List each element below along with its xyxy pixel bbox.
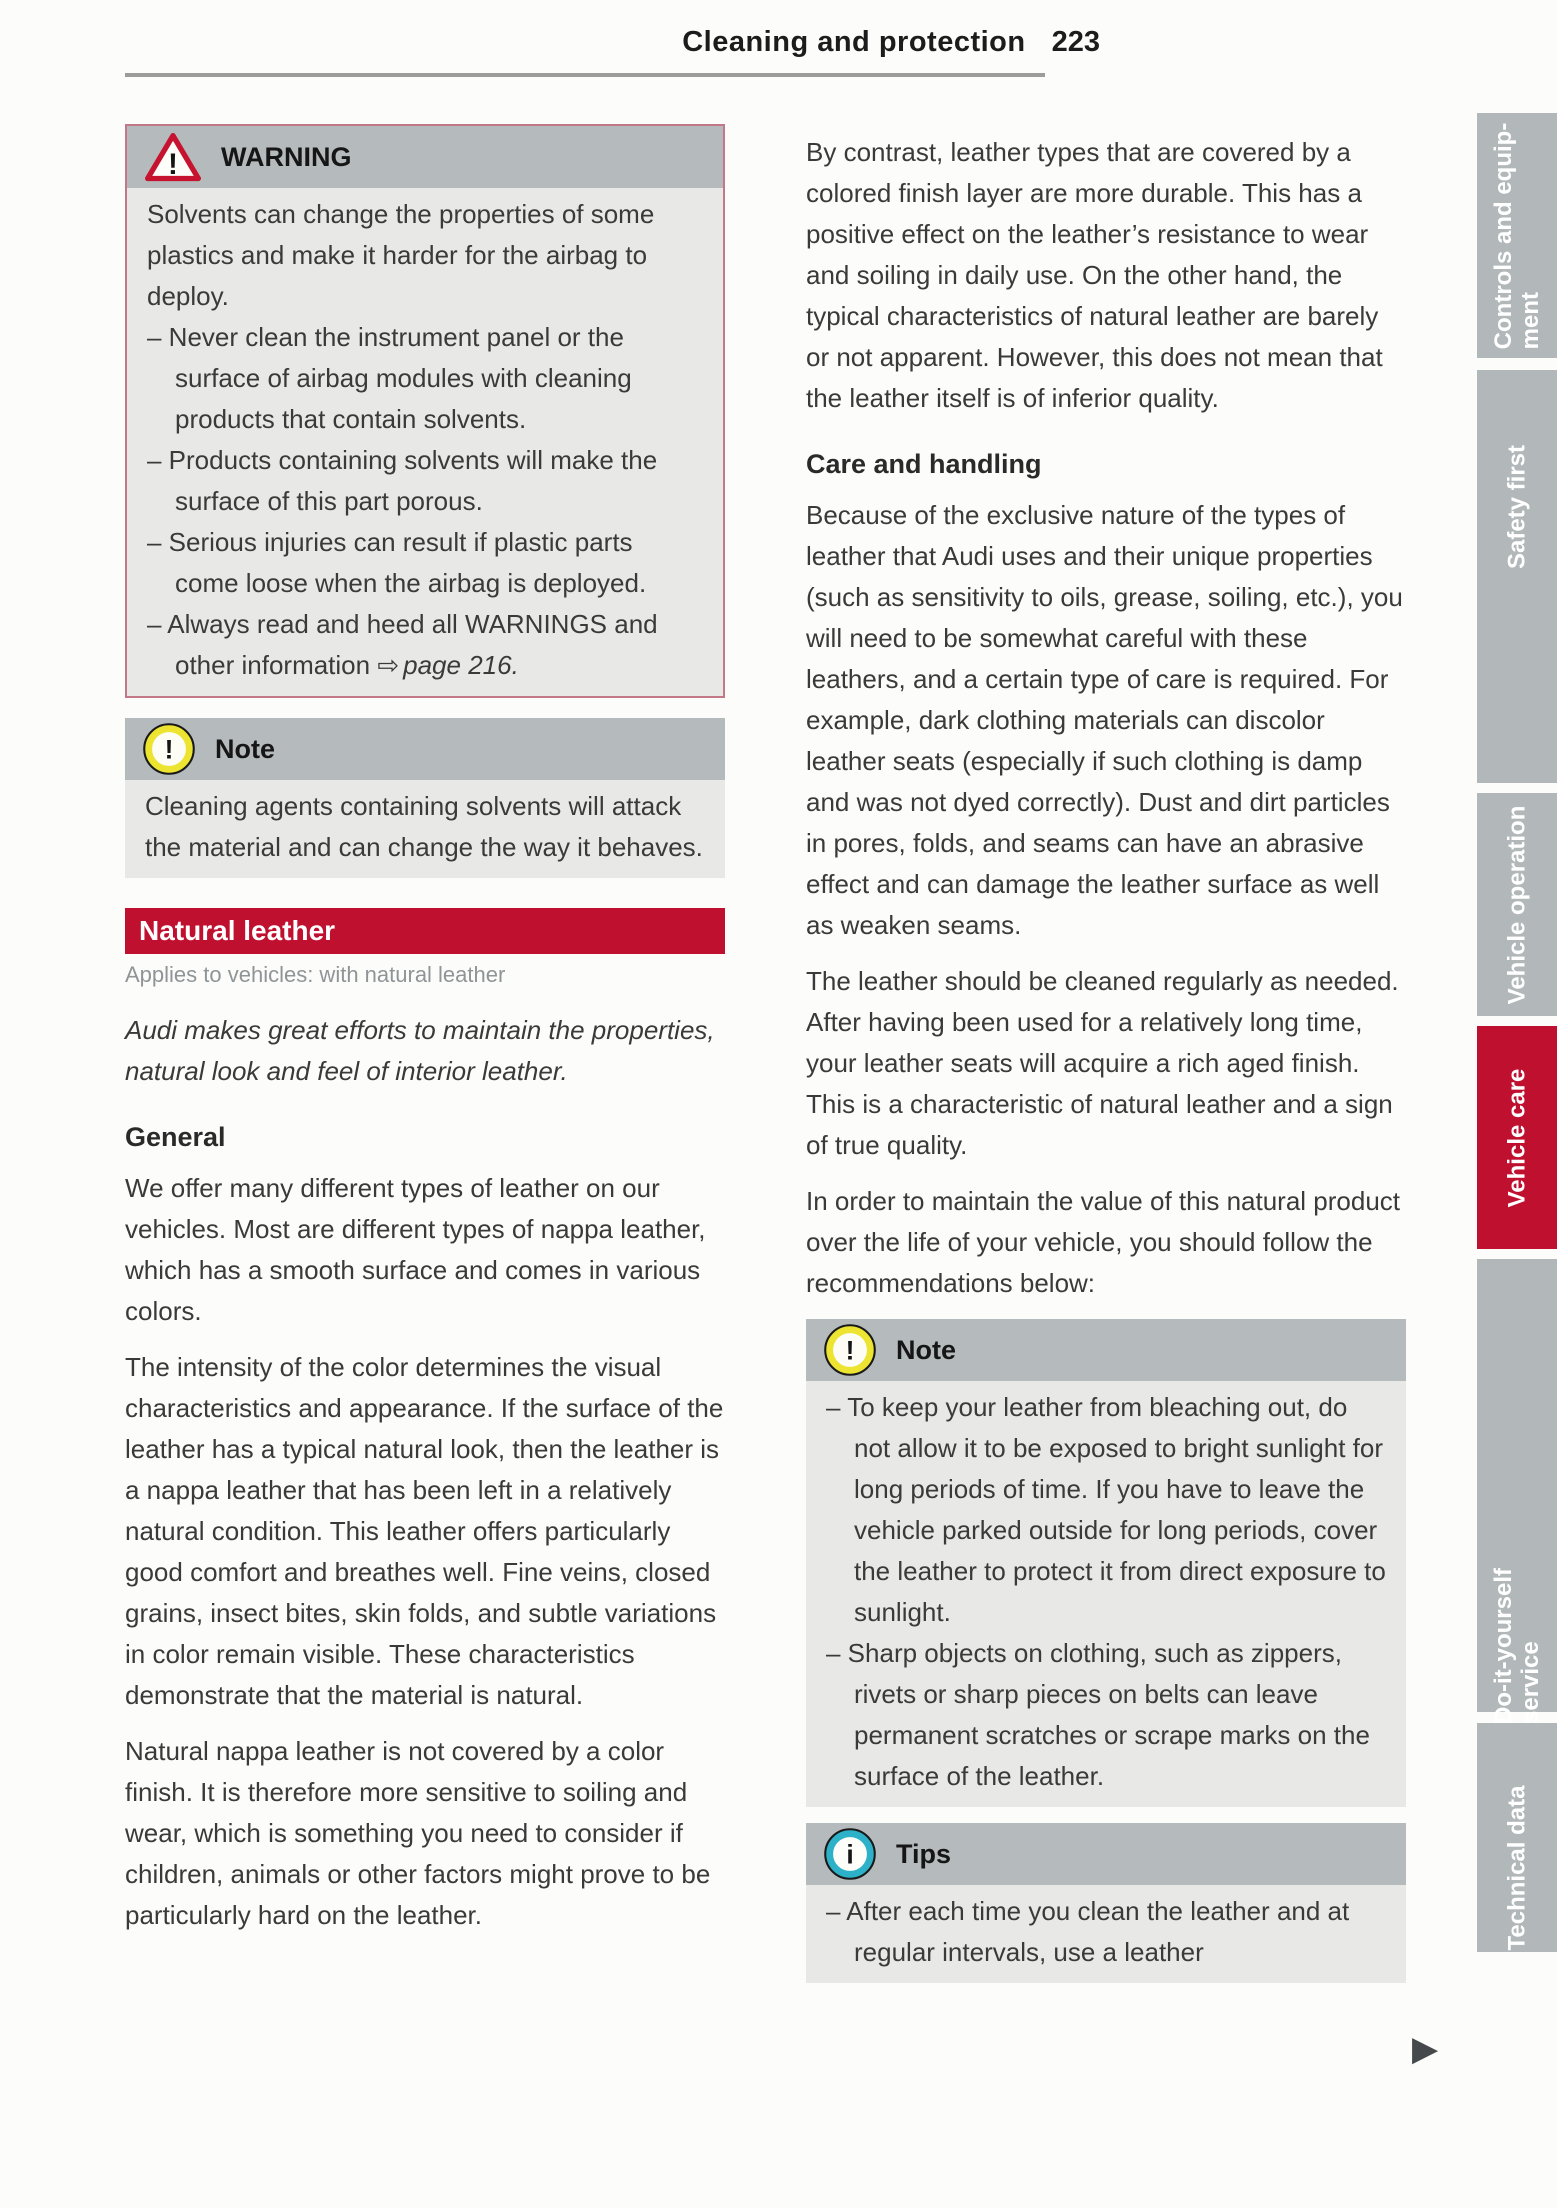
warning-triangle-icon — [145, 133, 201, 182]
tab-label: Vehicle operation — [1503, 805, 1531, 1004]
body-paragraph: In order to maintain the value of this natural product over the life of your vehicle, you should follow the recommendations below: — [806, 1186, 1401, 1298]
warning-box — [125, 124, 725, 698]
warning-title: WARNING — [221, 141, 352, 172]
note-bullet: – Sharp objects on clothing, such as zippers, rivets or sharp pieces on belts can leave permanent scratches or scrape marks on the surface of the leather. — [826, 1638, 1370, 1791]
left-column — [125, 124, 725, 1936]
note-box-body — [125, 780, 725, 878]
tab-label: Safety first — [1503, 444, 1531, 569]
note-box-header — [125, 718, 725, 780]
tab-label: Vehicle care — [1503, 1068, 1531, 1207]
page-number: 223 — [1051, 26, 1100, 58]
tab-label: service — [1517, 1640, 1544, 1724]
note-exclamation-icon — [143, 723, 195, 775]
page-title: Cleaning and protection — [682, 26, 1026, 58]
note-box-left — [125, 718, 725, 878]
tips-title: Tips — [896, 1838, 952, 1869]
lead-paragraph: Audi makes great efforts to maintain the properties, natural look and feel of interior leather. — [125, 1015, 715, 1086]
tips-box — [806, 1823, 1406, 1983]
svg-text:!: ! — [164, 734, 174, 765]
warning-box-body — [127, 188, 723, 696]
svg-text:i: i — [846, 1839, 854, 1870]
body-paragraph: The leather should be cleaned regularly as needed. After having been used for a relatively long time, your leather seats will acquire a rich aged finish. This is a characteristic of natural leather and a sign of true quality. — [806, 966, 1399, 1160]
note-bullet: – To keep your leather from bleaching out, do not allow it to be exposed to bright sunlight for long periods of time. If you have to leave the vehicle parked outside for long periods, cover the leather to protect it from direct exposure to sunlight. — [826, 1392, 1386, 1627]
svg-text:!: ! — [168, 147, 178, 181]
tab-vehicle-operation — [1477, 793, 1557, 1016]
warning-bullet: – Serious injuries can result if plastic parts come loose when the airbag is deployed. — [147, 527, 647, 598]
page-reference: page 216. — [403, 650, 519, 680]
header-rule — [125, 73, 1045, 77]
tips-bullet: – After each time you clean the leather and at regular intervals, use a leather — [826, 1896, 1350, 1967]
tab-do-it-yourself-service — [1477, 1259, 1557, 1724]
note-title: Note — [215, 733, 275, 764]
note-box-body — [806, 1381, 1406, 1807]
tab-label: Controls and equip- — [1490, 122, 1517, 349]
warning-box-header — [127, 126, 723, 188]
warning-bullet-text: – Always read and heed all WARNINGS and other information — [147, 609, 658, 680]
tab-controls-and-equipment — [1477, 113, 1557, 358]
body-paragraph: By contrast, leather types that are covered by a colored finish layer are more durable. This has a positive effect on the leather’s resistance to wear and soiling in daily use. On the other hand, the typical characteristics of natural leather are barely or not apparent. However, this does not mean that the leather itself is of inferior quality. — [806, 137, 1383, 413]
page-header — [125, 26, 1100, 59]
body-paragraph: The intensity of the color determines the visual characteristics and appearance. If the surface of the leather has a typical natural look, then the leather is a nappa leather that has been left in a relatively natural condition. This leather offers particularly good comfort and breathes well. Fine veins, closed grains, insect bites, skin folds, and subtle variations in color remain visible. These characteristics demonstrate that the material is natural. — [125, 1352, 724, 1710]
note-text: Cleaning agents containing solvents will attack the material and can change the way it behaves. — [145, 791, 703, 862]
note-box-header — [806, 1319, 1406, 1381]
right-column — [806, 132, 1406, 2003]
note-title: Note — [896, 1334, 956, 1365]
tab-vehicle-care-active — [1477, 1026, 1557, 1249]
warning-bullet: – Products containing solvents will make the surface of this part porous. — [147, 445, 658, 516]
tab-safety-first — [1477, 370, 1557, 783]
tab-label: ment — [1517, 291, 1544, 349]
svg-text:!: ! — [845, 1335, 855, 1366]
tips-box-header — [806, 1823, 1406, 1885]
tab-technical-data — [1477, 1723, 1557, 1952]
heading-general: General — [125, 1122, 226, 1152]
continuation-arrow-icon: ▶ — [1412, 2030, 1439, 2068]
heading-care-and-handling: Care and handling — [806, 449, 1042, 479]
warning-intro: Solvents can change the properties of some plastics and make it harder for the airbag to deploy. — [147, 199, 655, 311]
body-paragraph: We offer many different types of leather on our vehicles. Most are different types of nappa leather, which has a smooth surface and comes in various colors. — [125, 1173, 706, 1326]
tips-info-icon — [824, 1828, 876, 1880]
tips-box-body — [806, 1885, 1406, 1983]
page-reference-arrow-icon: ⇨ — [377, 650, 400, 680]
body-paragraph: Natural nappa leather is not covered by a color finish. It is therefore more sensitive to soiling and wear, which is something you need to consider if children, animals or other factors might prove to be particularly hard on the leather. — [125, 1736, 711, 1930]
warning-bullet: – Never clean the instrument panel or the surface of airbag modules with cleaning products that contain solvents. — [147, 322, 632, 434]
note-box-right — [806, 1319, 1406, 1807]
section-banner: Natural leather — [125, 908, 725, 954]
warning-bullet-reference — [147, 604, 703, 686]
tab-label: Technical data — [1503, 1785, 1531, 1950]
applies-line: Applies to vehicles: with natural leather — [125, 962, 506, 987]
body-paragraph: Because of the exclusive nature of the types of leather that Audi uses and their unique properties (such as sensitivity to oils, grease, soiling, etc.), you will need to be somewhat careful with these leathers, and a certain type of care is required. For example, dark clothing materials can discolor leather seats (especially if such clothing is damp and was not dyed correctly). Dust and dirt particles in pores, folds, and seams can have an abrasive effect and can damage the leather surface as well as weaken seams. — [806, 500, 1403, 940]
tab-label: Do-it-yourself — [1490, 1567, 1517, 1724]
note-exclamation-icon — [824, 1324, 876, 1376]
